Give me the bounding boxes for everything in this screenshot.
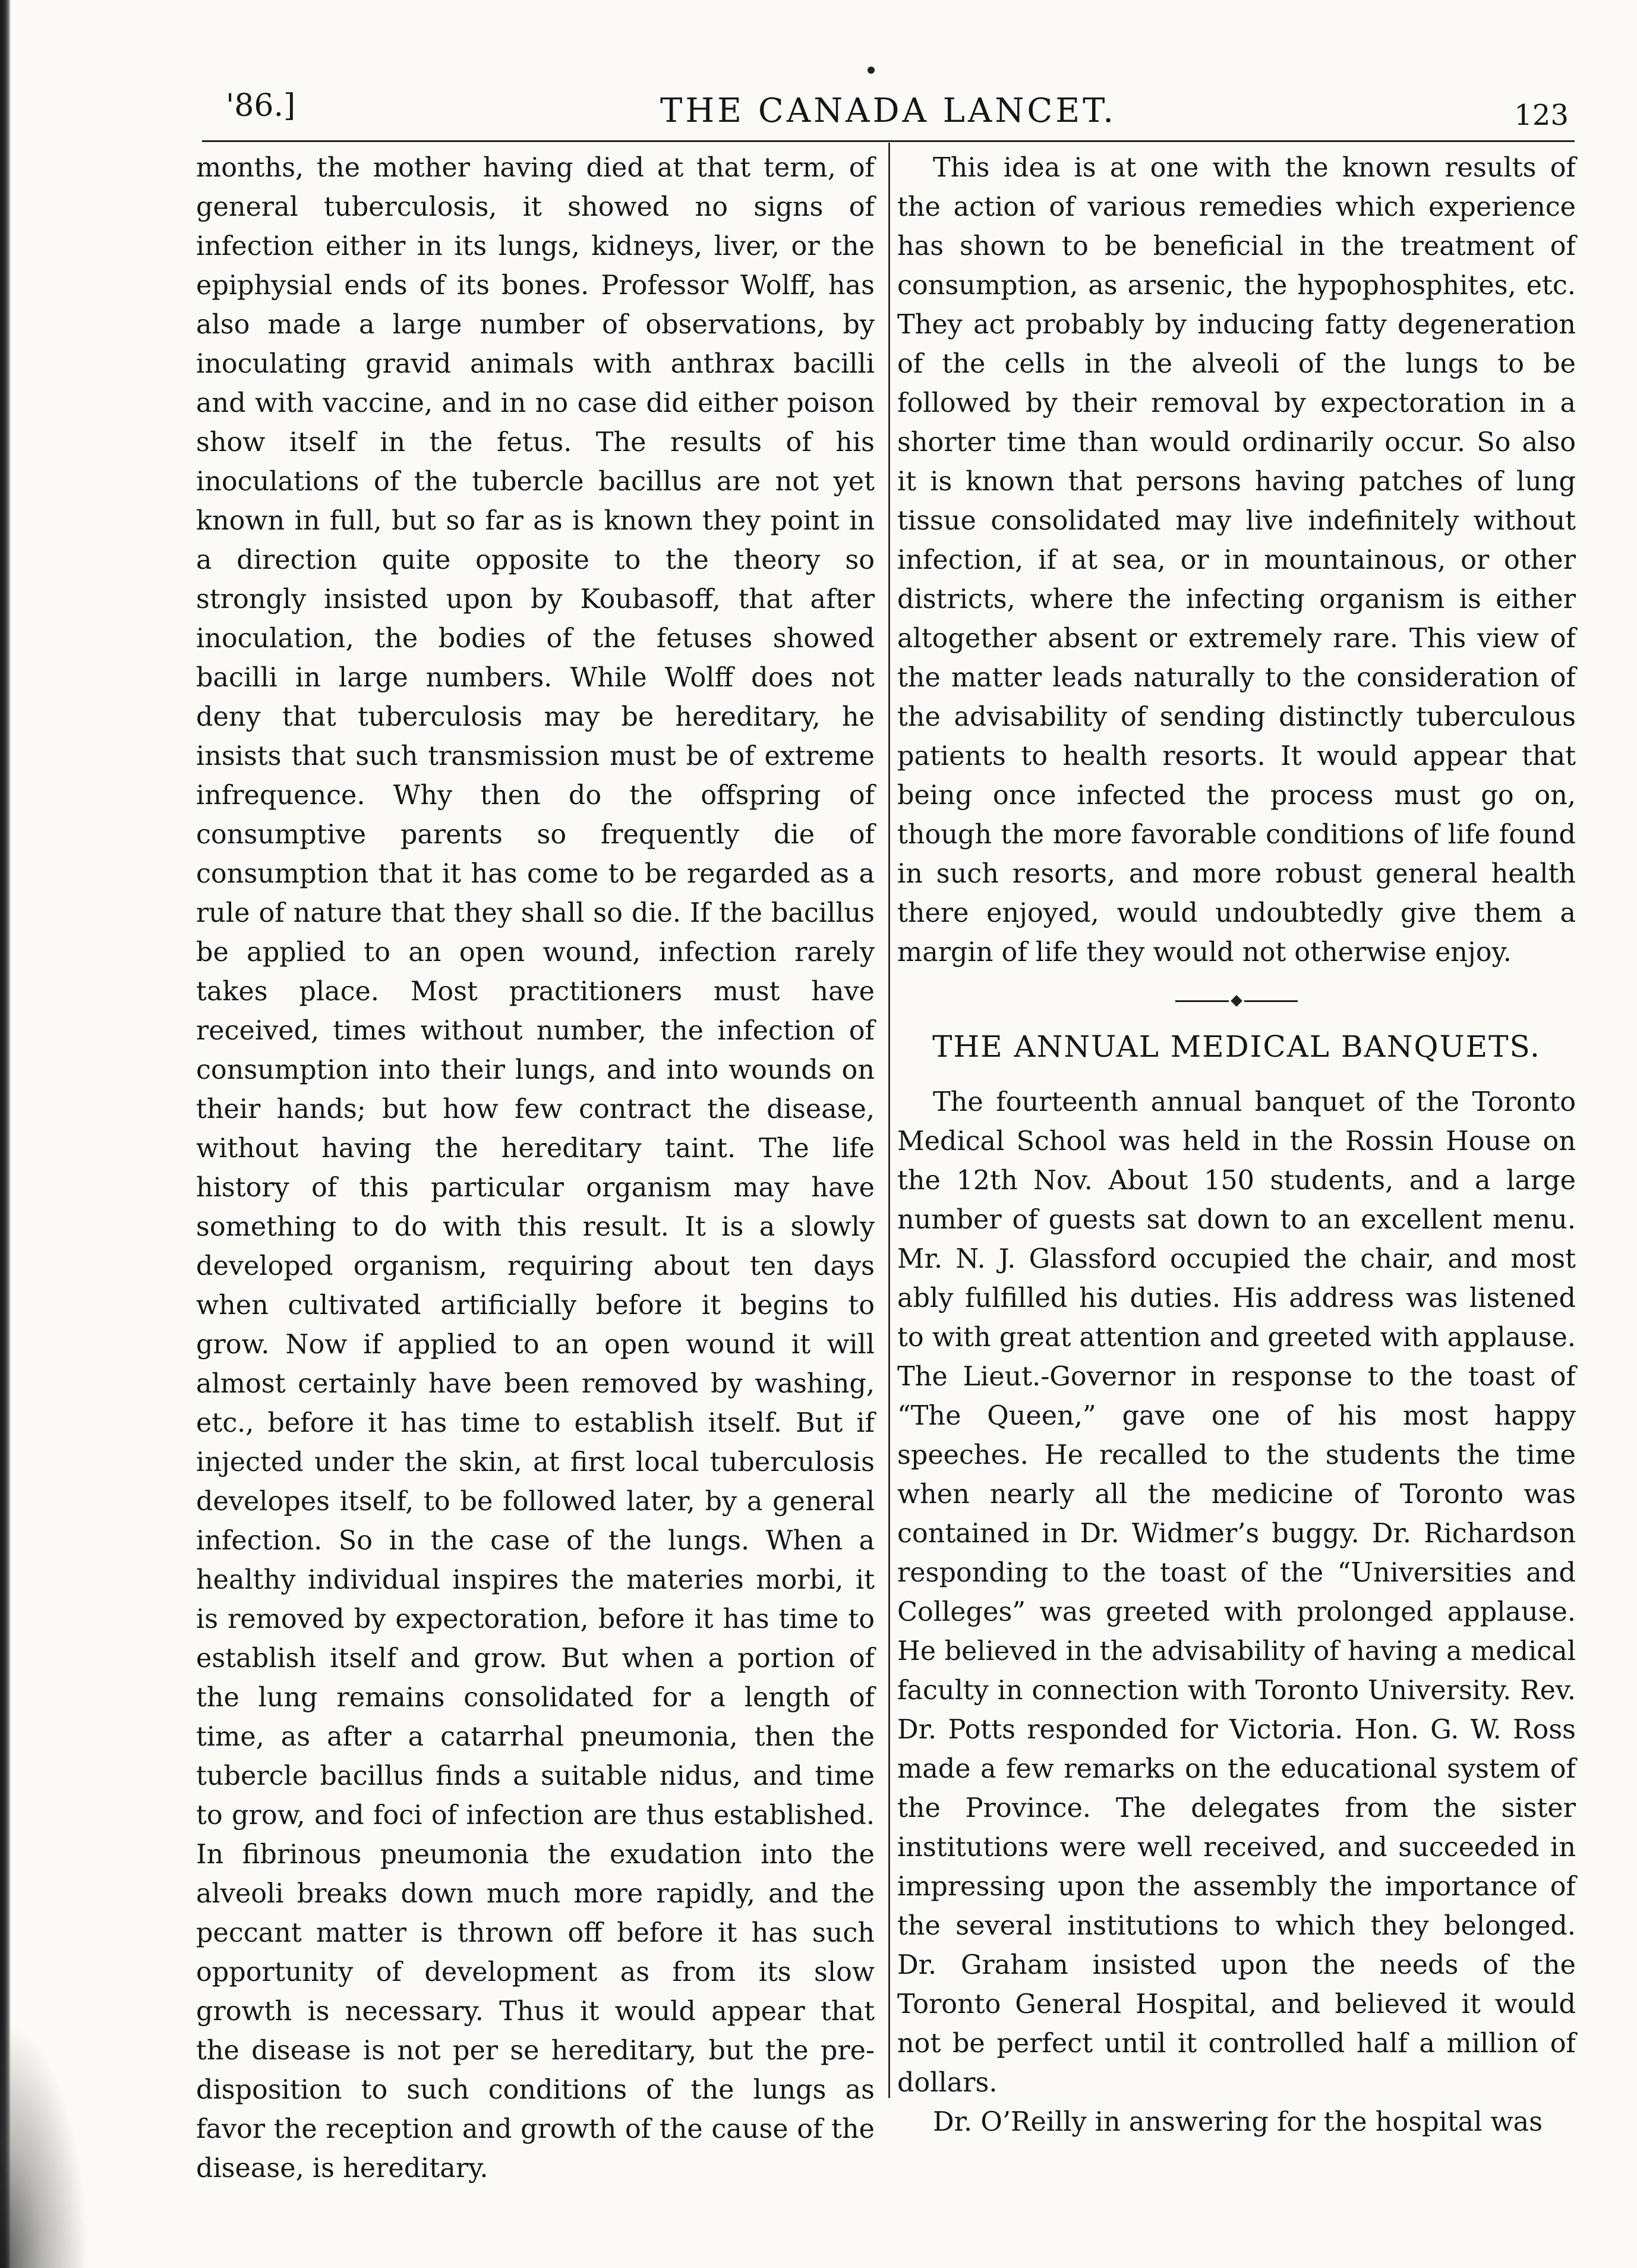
page-number: 123 [1514, 99, 1569, 132]
right-column [897, 149, 1576, 2142]
left-paragraph: months, the mother having died at that term, of general tuberculosis, it showed no signs of infection either in its lungs, kidneys, liver, or the epiphysial ends of its bones. Professor Wolff, has also made a large number of observations, by inoculating gravid animals with anthrax bacilli and with vaccine, and in no case did either poison show itself in the fetus. The results of his inoculations of the tubercle bacillus are not yet known in full, but so far as is known they point in a direction quite opposite to the theory so strongly insisted upon by Koubasoff, that after inoculation, the bodies of the fetuses showed bacilli in large numbers. While Wolff does not deny that tuberculosis may be hereditary, he insists that such transmission must be of extreme infrequence. Why then do the offspring of consumptive parents so frequently die of consumption that it has come to be regarded as a rule of nature that they shall so die. If the bacillus be applied to an open wound, infection rarely takes place. Most practitioners must have received, times without number, the infection of consumption into their lungs, and into wounds on their hands; but how few contract the disease, without having the hereditary taint. The life history of this particular organism may have something to do with this result. It is a slowly developed organism, requiring about ten days when cultivated artificially before it begins to grow. Now if applied to an open wound it will almost certainly have been removed by washing, etc., before it has time to establish itself. But if injected under the skin, at first local tuberculosis developes itself, to be followed later, by a general infection. So in the case of the lungs. When a healthy individual inspires the materies morbi, it is removed by expectoration, before it has time to establish itself and grow. But when a portion of the lung remains consolidated for a length of time, as after a catarrhal pneumonia, then the tubercle bacillus finds a suitable nidus, and time to grow, and foci of infection are thus established. In fibrinous pneumonia the exudation into the alveoli breaks down much more rapidly, and the peccant matter is thrown off before it has such opportunity of development as from its slow growth is necessary. Thus it would appear that the disease is not per se hereditary, but the pre-disposition to such conditions of the lungs as favor the reception and growth of the cause of the disease, is hereditary. [196, 153, 875, 2184]
section-ornament [897, 983, 1576, 1019]
page-binding-edge [0, 0, 11, 2268]
column-divider [888, 143, 890, 2098]
ornament-line-left [1175, 1000, 1229, 1002]
section-title: THE ANNUAL MEDICAL BANQUETS. [932, 1029, 1541, 1064]
right-paragraph-2: The fourteenth annual banquet of the Toronto Medical School was held in the Rossin House on the 12th Nov. About 150 students, and a large number of guests sat down to an excellent menu. Mr. N. J. Glassford occupied the chair, and most ably fulfilled his duties. His address was listened to with great attention and greeted with applause. The Lieut.-Governor in response to the toast of “The Queen,” gave one of his most happy speeches. He recalled to the students the time when nearly all the medicine of Toronto was contained in Dr. Widmer’s buggy. Dr. Richardson responding to the toast of the “Universities and Colleges” was greeted with prolonged applause. He believed in the advisability of having a medical faculty in connection with Toronto University. Rev. Dr. Potts responded for Victoria. Hon. G. W. Ross made a few remarks on the educational system of the Province. The delegates from the sister institutions were well received, and succeeded in impressing upon the assembly the importance of the several institutions to which they belonged. Dr. Graham insisted upon the needs of the Toronto General Hospital, and believed it would not be perfect until it controlled half a million of dollars. [897, 1087, 1576, 2098]
printer-mark [868, 67, 875, 74]
right-paragraph-3: Dr. O’Reilly in answering for the hospital was [933, 2107, 1543, 2137]
left-column [196, 149, 875, 2188]
page-corner-shadow [0, 2018, 89, 2268]
journal-title: THE CANADA LANCET. [660, 92, 1116, 130]
volume-year: '86.] [226, 88, 296, 124]
ornament-diamond [1231, 995, 1242, 1007]
ornament-line-right [1244, 1000, 1298, 1002]
right-paragraph-1: This idea is at one with the known results of the action of various remedies which experience has shown to be beneficial in the treatment of consumption, as arsenic, the hypophosphites, etc. They act probably by inducing fatty degeneration of the cells in the alveoli of the lungs to be followed by their removal by expectoration in a shorter time than would ordinarily occur. So also it is known that persons having patches of lung tissue consolidated may live indefinitely without infection, if at sea, or in mountainous, or other districts, where the infecting organism is either altogether absent or extremely rare. This view of the matter leads naturally to the consideration of the advisability of sending distinctly tuberculous patients to health resorts. It would appear that being once infected the process must go on, though the more favorable conditions of life found in such resorts, and more robust general health there enjoyed, would undoubtedly give them a margin of life they would not otherwise enjoy. [897, 153, 1576, 968]
header-rule [202, 140, 1575, 142]
page-header [202, 88, 1575, 141]
